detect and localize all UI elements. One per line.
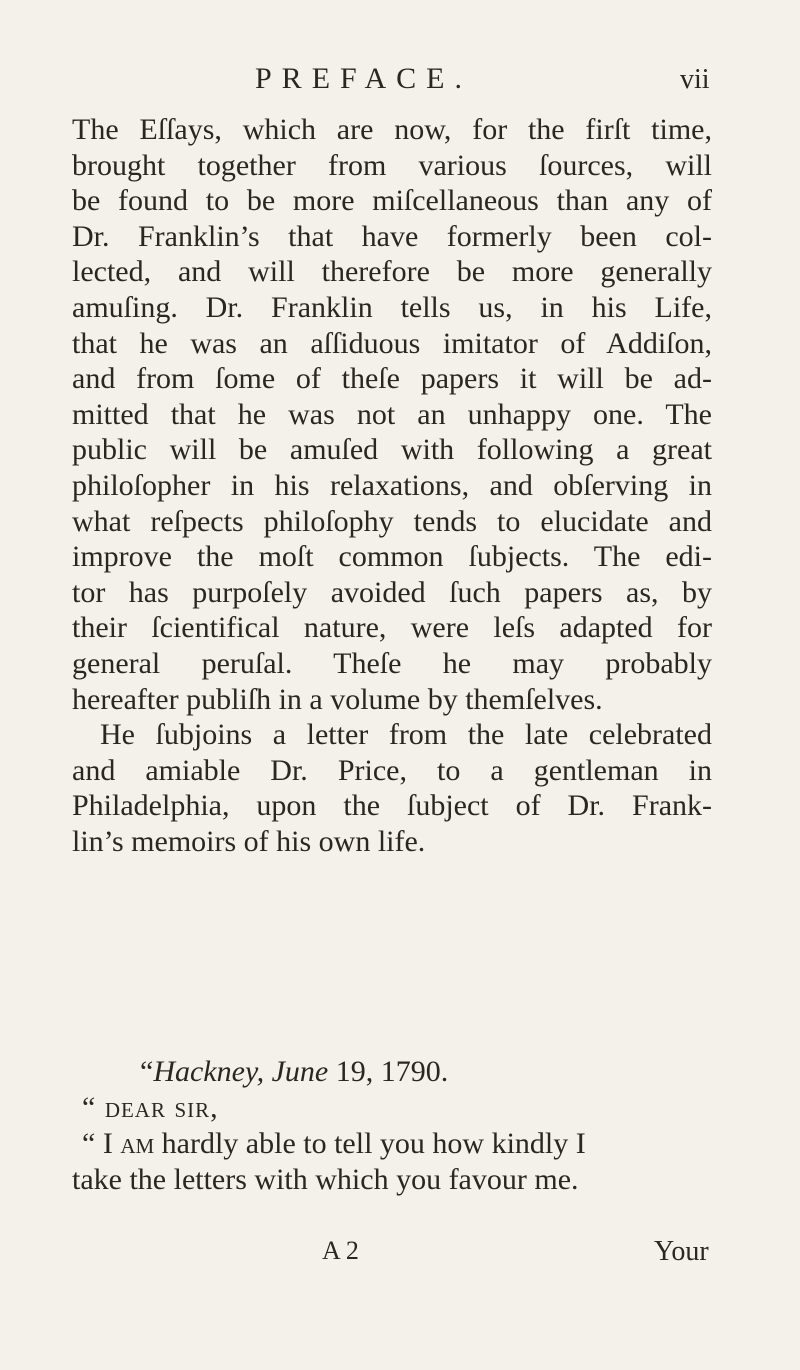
text-line: tor has purpoſely avoided ſuch papers as, by [72,575,712,609]
text-line: Philadelphia, upon the ſubject of Dr. Frank- [72,789,712,823]
text-line: The Eſſays, which are now, for the firſt time, [72,113,712,146]
text-line: what reſpects philoſophy tends to elucidate and [72,504,712,538]
text-line: lected, and will therefore be more generally [72,255,712,289]
letter-open: “ I [82,1127,113,1160]
text-line: improve the moſt common ſubjects. The edi- [72,540,712,574]
signature-mark: A 2 [322,1236,359,1265]
quoted-letter [72,1054,712,1198]
letter-dateline [72,1054,712,1090]
letter-line [72,1126,712,1162]
running-head: PREFACE. [255,62,472,95]
text-line: brought together from various ſources, will [72,148,712,182]
letter-small-caps: am [120,1127,155,1160]
text-line: amuſing. Dr. Franklin tells us, in his Life, [72,290,712,324]
text-line: lin’s memoirs of his own life. [72,824,426,858]
text-line: He ſubjoins a letter from the late celebrated [100,718,712,752]
text-line: philoſopher in his relaxations, and obſerving in [72,468,712,502]
text-line: and amiable Dr. Price, to a gentleman in [72,753,712,787]
text-line: public will be amuſed with following a great [72,433,712,467]
text-line: their ſcientifical nature, were leſs adapted for [72,611,712,645]
text-line: mitted that he was not an unhappy one. The [72,397,712,431]
text-line: general peruſal. Theſe he may probably [72,646,712,680]
text-line: be found to be more miſcellaneous than any of [72,184,712,218]
letter-rest: hardly able to tell you how kindly I [161,1127,586,1160]
open-quote: “ [140,1055,154,1088]
catchword: Your [654,1236,709,1267]
dateline-date: 19, 1790. [335,1055,449,1088]
preface-paragraph [72,112,712,859]
letter-salutation: “ dear sir, [82,1091,219,1124]
text-line: hereafter publiſh in a volume by themſelves. [72,682,603,716]
letter-line: take the letters with which you favour me. [72,1163,579,1196]
dateline-place: Hackney, June [153,1055,329,1088]
text-line: that he was an aſſiduous imitator of Addiſon, [72,326,712,360]
text-line: Dr. Franklin’s that have formerly been col- [72,219,712,253]
text-line: and from ſome of theſe papers it will be ad- [72,362,712,396]
page-number: vii [680,64,710,95]
